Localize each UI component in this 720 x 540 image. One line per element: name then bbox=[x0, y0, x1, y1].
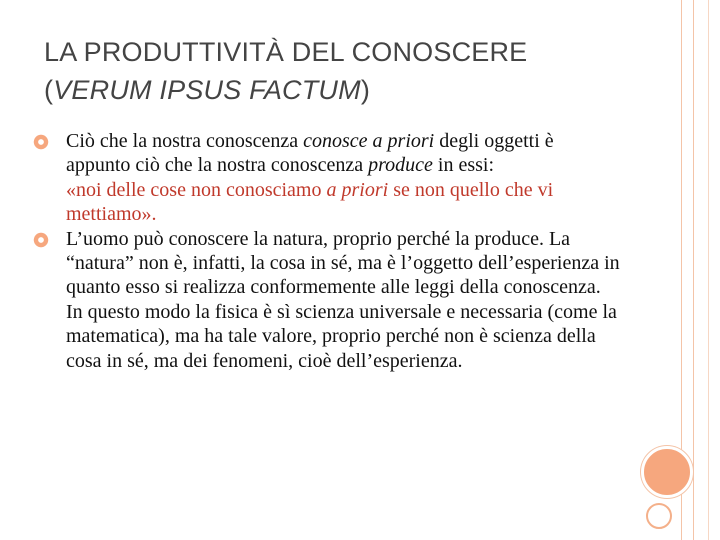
quote-italic: a priori bbox=[326, 178, 389, 201]
bullet2-text: L’uomo può conoscere la natura, proprio perché la produce. La “natura” non è, infatti, la cosa in sé, ma è l’oggetto dell’esperienza in quanto esso si realizza conformemente alle leggi della conoscenza. In questo modo la fisica è sì scienza universale e necessaria (come la matematica), ma ha tale valore, proprio perché non è scienza della cosa in sé, ma dei fenomeni, cioè dell’esperienza. bbox=[66, 227, 620, 372]
slide-title bbox=[44, 33, 644, 109]
title-line-2 bbox=[44, 71, 644, 109]
star-gear-icon bbox=[32, 133, 50, 151]
decorative-line bbox=[708, 0, 709, 540]
slide-body bbox=[32, 129, 622, 373]
bullet-item-2 bbox=[32, 227, 622, 373]
bullet1-italic-a: conosce a priori bbox=[303, 130, 435, 152]
decorative-line bbox=[693, 0, 694, 540]
bullet1-text-b: degli oggetti è appunto ciò che la nostra conoscenza bbox=[66, 130, 554, 177]
bullet1-text-a: Ciò che la nostra conoscenza bbox=[66, 130, 304, 152]
title-paren-open: ( bbox=[44, 75, 54, 105]
quote-text-a: «noi delle cose non conosciamo bbox=[66, 178, 327, 201]
title-italic: VERUM IPSUS FACTUM bbox=[53, 75, 361, 105]
quote-text-b: se non quello che vi mettiamo». bbox=[66, 178, 554, 226]
bullet-item-1 bbox=[32, 129, 622, 227]
decorative-circle-small bbox=[646, 503, 672, 529]
star-gear-icon bbox=[32, 231, 50, 249]
bullet1-italic-b: produce bbox=[368, 154, 433, 177]
title-line-1: LA PRODUTTIVITÀ DEL CONOSCERE bbox=[44, 37, 528, 67]
bullet1-quote bbox=[66, 178, 622, 227]
bullet1-text-c: in essi: bbox=[432, 154, 495, 177]
title-paren-close: ) bbox=[360, 75, 371, 105]
decorative-circle-large bbox=[641, 446, 693, 498]
